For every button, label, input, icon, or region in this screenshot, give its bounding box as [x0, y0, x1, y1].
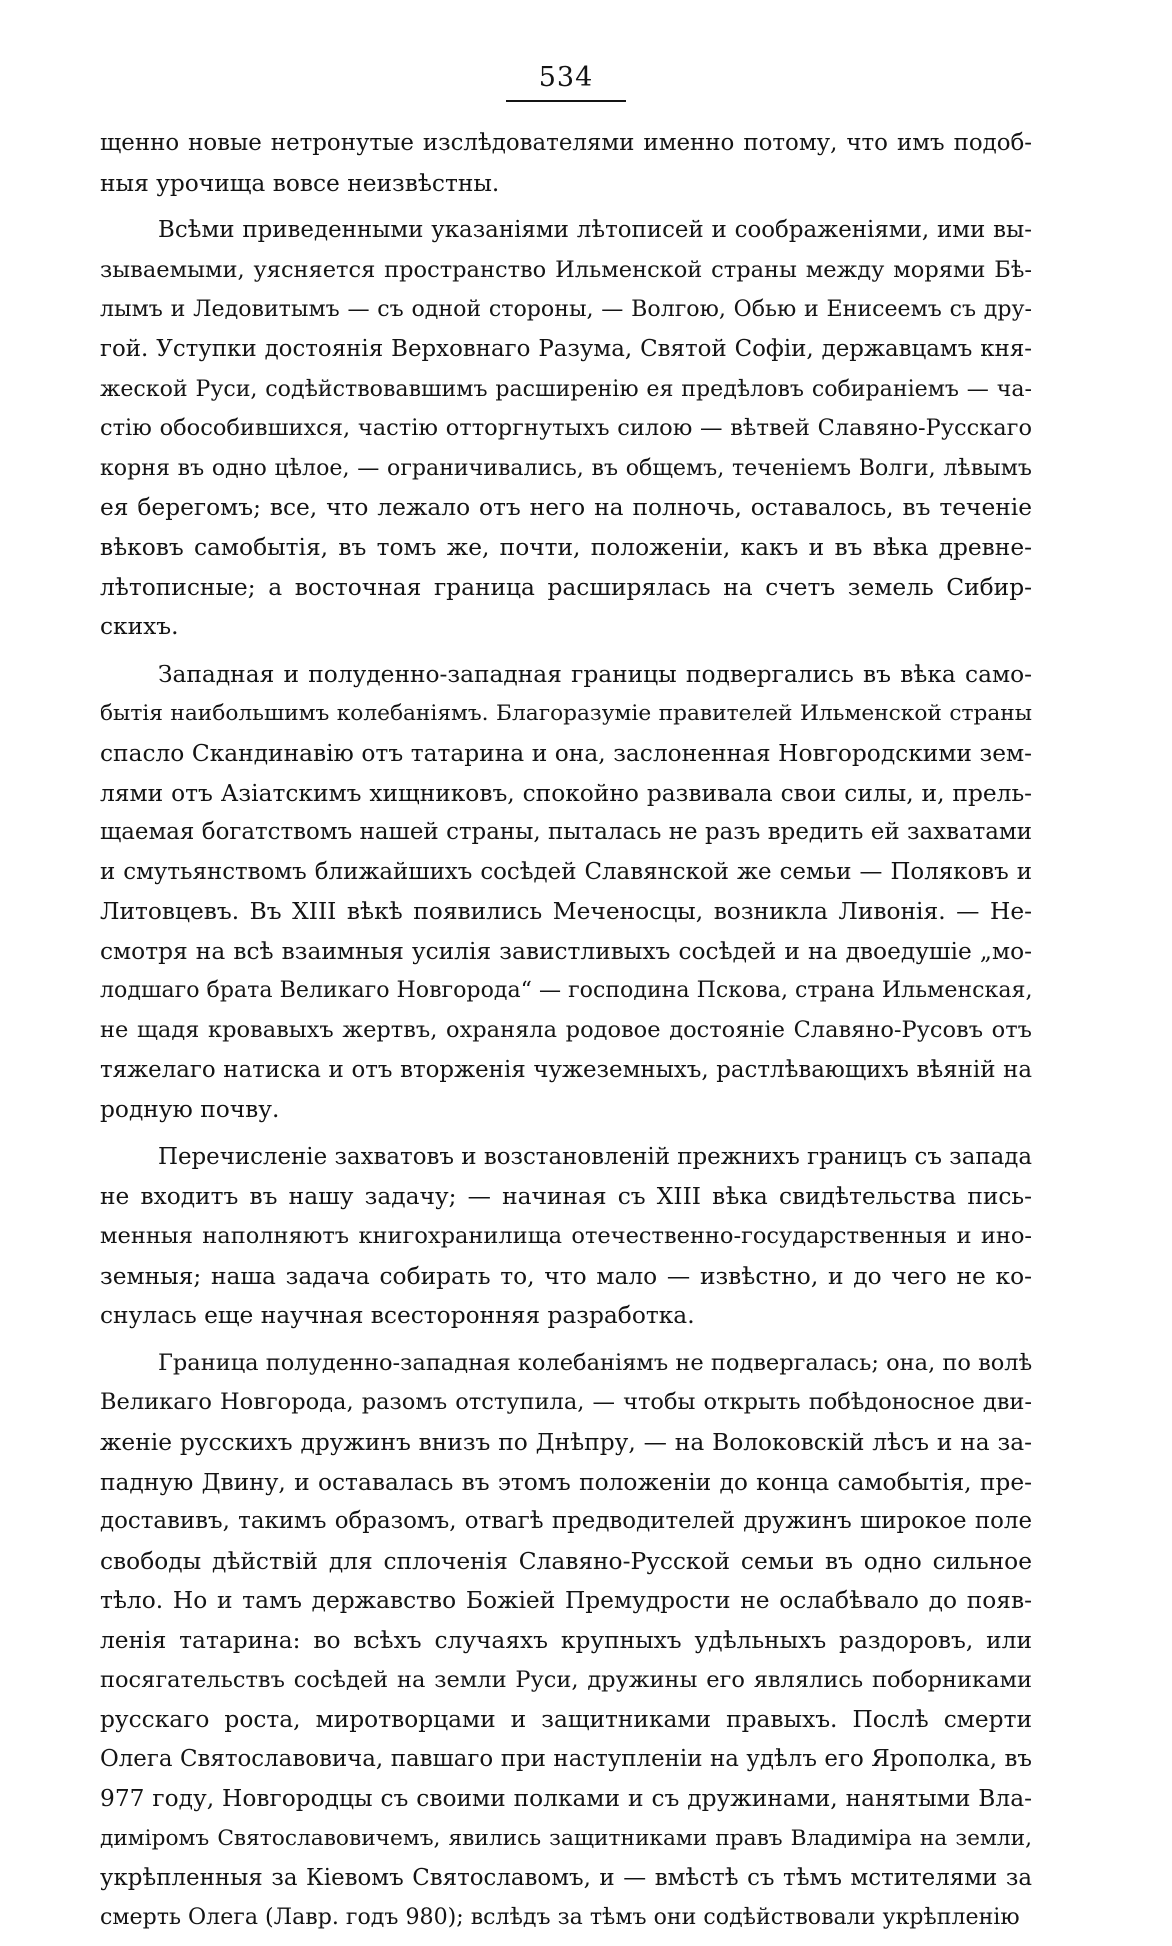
text-line: ея берегомъ; все, что лежало отъ него на полночь, оставалось, въ теченіе	[100, 494, 1032, 522]
text-line: не входитъ въ нашу задачу; — начиная съ XIII вѣка свидѣтельства пись-	[100, 1183, 1032, 1211]
text-line: земныя; наша задача собирать то, что мало — извѣстно, и до чего не ко-	[100, 1262, 1032, 1290]
paragraph	[100, 655, 1032, 1130]
text-line: скихъ.	[100, 613, 179, 641]
text-line: Граница полуденно-западная колебаніямъ не подвергалась; она, по волѣ	[158, 1349, 1032, 1376]
text-line: Перечисленіе захватовъ и возстановленій прежнихъ границъ съ запада	[158, 1143, 1032, 1170]
paragraph	[100, 124, 1032, 203]
text-line: лями отъ Азіатскимъ хищниковъ, спокойно развивала свои силы, и, прель-	[100, 779, 1032, 807]
text-line: лодшаго брата Великаго Новгорода“ — господина Пскова, страна Ильменская,	[100, 977, 1032, 1004]
text-line: ныя урочища вовсе неизвѣстны.	[100, 169, 500, 197]
text-line: родную почву.	[100, 1096, 280, 1124]
text-line: смотря на всѣ взаимныя усилія завистливыхъ сосѣдей и на двоедушіе „мо-	[100, 937, 1032, 965]
text-line: спасло Скандинавію отъ татарина и она, заслоненная Новгородскими зем-	[100, 739, 1032, 767]
text-line: лѣтописные; а восточная граница расширялась на счетъ земель Сибир-	[100, 573, 1032, 601]
text-line: укрѣпленныя за Кіевомъ Святославомъ, и — вмѣстѣ съ тѣмъ мстителями за	[100, 1864, 1032, 1891]
text-line: и смутьянствомъ ближайшихъ сосѣдей Славянской же семьи — Поляковъ и	[100, 858, 1032, 885]
text-line: смерть Олега (Лавр. годъ 980); вслѣдъ за тѣмъ они содѣйствовали укрѣпленію	[100, 1904, 1020, 1931]
text-line: доставивъ, такимъ образомъ, отвагѣ предводителей дружинъ широкое поле	[100, 1508, 1032, 1535]
text-line: 977 году, Новгородцы съ своими полками и съ дружинами, нанятыми Вла-	[100, 1785, 1032, 1813]
text-line: русскаго роста, миротворцами и защитниками правыхъ. Послѣ смерти	[100, 1706, 1032, 1734]
text-line: тяжелаго натиска и отъ вторженія чужеземныхъ, растлѣвающихъ вѣяній на	[100, 1056, 1032, 1083]
text-line: свободы дѣйствій для сплоченія Славяно-Русской семьи въ одно сильное	[100, 1547, 1032, 1575]
text-line: вѣковъ самобытія, въ томъ же, почти, положеніи, какъ и въ вѣка древне-	[100, 533, 1032, 561]
text-line: Западная и полуденно-западная границы подвергались въ вѣка само-	[158, 660, 1032, 688]
book-page	[100, 62, 1032, 1946]
text-line: падную Двину, и оставалась въ этомъ положеніи до конца самобытія, пре-	[100, 1468, 1032, 1496]
text-line: корня въ одно цѣлое, — ограничивались, въ общемъ, теченіемъ Волги, лѣвымъ	[100, 454, 1032, 481]
text-line: женіе русскихъ дружинъ внизъ по Днѣпру, — на Волоковскій лѣсъ и на за-	[100, 1429, 1032, 1456]
text-line: щаемая богатствомъ нашей страны, пыталась не разъ вредить ей захватами	[100, 819, 1032, 846]
text-line: снулась еще научная всесторонняя разработка.	[100, 1302, 695, 1330]
paragraph	[100, 1138, 1032, 1336]
text-line: Великаго Новгорода, разомъ отступила, — чтобы открыть побѣдоносное дви-	[100, 1389, 1032, 1416]
text-line: посягательствъ сосѣдей на земли Руси, дружины его являлись поборниками	[100, 1666, 1032, 1693]
text-line: не щадя кровавыхъ жертвъ, охраняла родовое достояніе Славяно-Русовъ отъ	[100, 1017, 1032, 1044]
paragraph	[100, 1344, 1032, 1938]
paragraph	[100, 211, 1032, 647]
page-number: 534	[538, 62, 594, 93]
body-text	[100, 124, 1032, 1938]
text-line: гой. Уступки достоянія Верховнаго Разума, Святой Софіи, державцамъ кня-	[100, 335, 1032, 362]
text-line: Всѣми приведенными указаніями лѣтописей и соображеніями, ими вы-	[158, 217, 1032, 244]
text-line: лымъ и Ледовитымъ — съ одной стороны, — Волгою, Обью и Енисеемъ съ дру-	[100, 296, 1032, 323]
text-line: жеской Руси, содѣйствовавшимъ расширенію ея предѣловъ собираніемъ — ча-	[100, 375, 1032, 402]
text-line: тѣло. Но и тамъ державство Божіей Премудрости не ослабѣвало до появ-	[100, 1587, 1032, 1615]
text-line: менныя наполняютъ книгохранилища отечественно-государственныя и ино-	[100, 1223, 1032, 1250]
text-line: щенно новые нетронутые изслѣдователями именно потому, что имъ подоб-	[100, 130, 1032, 156]
text-line: ленія татарина: во всѣхъ случаяхъ крупныхъ удѣльныхъ раздоровъ, или	[100, 1626, 1032, 1654]
text-line: зываемыми, уясняется пространство Ильменской страны между морями Бѣ-	[100, 256, 1032, 283]
text-line: Олега Святославовича, павшаго при наступленіи на удѣлъ его Ярополка, въ	[100, 1745, 1032, 1772]
page-number-rule	[506, 100, 626, 102]
text-line: диміромъ Святославовичемъ, явились защитниками правъ Владиміра на земли,	[100, 1825, 1032, 1851]
text-line: бытія наибольшимъ колебаніямъ. Благоразуміе правителей Ильменской страны	[100, 701, 1032, 727]
text-line: стію обособившихся, частію отторгнутыхъ силою — вѣтвей Славяно-Русскаго	[100, 415, 1032, 442]
text-line: Литовцевъ. Въ XIII вѣкѣ появились Меченосцы, возникла Ливонія. — Не-	[100, 898, 1032, 926]
